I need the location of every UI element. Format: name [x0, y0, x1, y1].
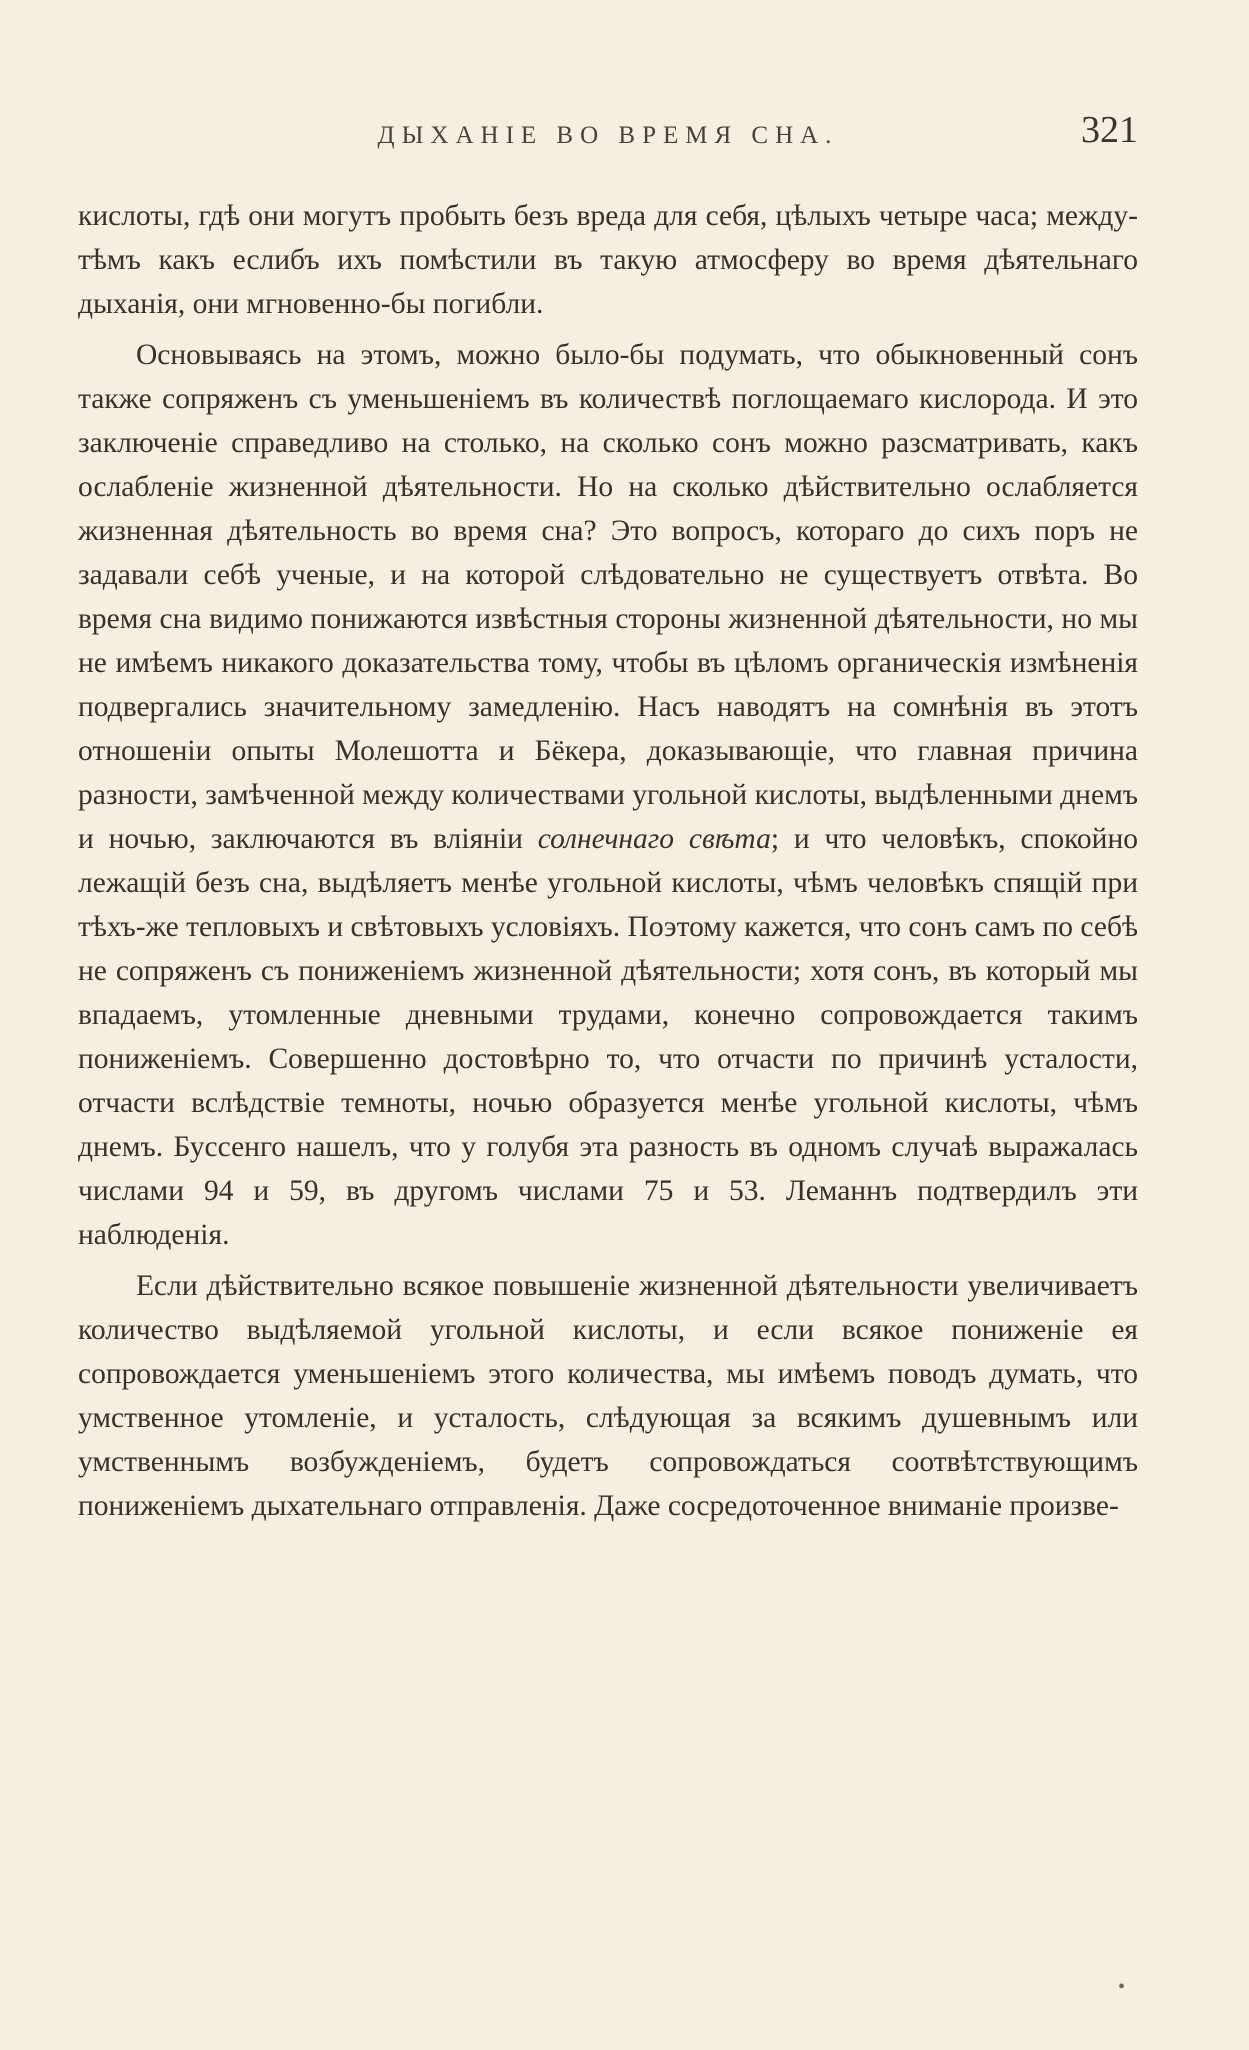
paragraph-1: кислоты, гдѣ они могутъ пробыть безъ вреда для себя, цѣлыхъ четыре часа; между-тѣмъ какъ еслибъ ихъ помѣстили въ такую атмосферу во время дѣятельнаго дыханія, они мгновенно-бы погибли.: [78, 200, 1138, 320]
chapter-title: ДЫХАНІЕ ВО ВРЕМЯ СНА.: [377, 122, 839, 149]
paragraph-2-text-before: Основываясь на этомъ, можно было-бы подумать, что обыкновенный сонъ также сопряженъ съ уменьшеніемъ въ количествѣ поглощаемаго кислорода. И это заключеніе справедливо на столько, на сколько сонъ можно разсматривать, какъ ослабленіе жизненной дѣятельности. Но на сколько дѣйствительно ослабляется жизненная дѣятельность во время сна? Это вопросъ, котораго до сихъ поръ не задавали себѣ ученые, и на которой слѣдовательно не существуетъ отвѣта. Во время сна видимо понижаются извѣстныя стороны жизненной дѣятельности, но мы не имѣемъ никакого доказательства тому, чтобы въ цѣломъ органическія измѣненія подвергались значительному замедленію. Насъ наводятъ на сомнѣнія въ этотъ отношеніи опыты Молешотта и Бёкера, доказывающіе, что главная причина разности, замѣченной между количествами угольной кислоты, выдѣленными днемъ и ночью, заключаются въ вліяніи: [78, 339, 1138, 855]
page-number: 321: [1081, 109, 1138, 151]
paragraph-3: Если дѣйствительно всякое повышеніе жизненной дѣятельности увеличиваетъ количество выдѣляемой угольной кислоты, и если всякое пониженіе ея сопровождается уменьшеніемъ этого количества, мы имѣемъ поводъ думать, что умственное утомленіе, и усталость, слѣдующая за всякимъ душевнымъ или умственнымъ возбужденіемъ, будетъ сопровождаться соотвѣтствующимъ пониженіемъ дыхательнаго отправленія. Даже сосредоточенное вниманіе произве-: [78, 1270, 1138, 1522]
printer-mark: •: [1118, 1976, 1126, 1998]
body-text: [78, 194, 1138, 1528]
italic-emphasis: солнечнаго свѣта: [537, 823, 771, 855]
book-page: [78, 104, 1138, 1535]
paragraph-2: [78, 333, 1138, 1257]
paragraph-2-text-after: ; и что человѣкъ, спокойно лежащій безъ сна, выдѣляетъ менѣе угольной кислоты, чѣмъ человѣкъ спящій при тѣхъ-же тепловыхъ и свѣтовыхъ условіяхъ. Поэтому кажется, что сонъ самъ по себѣ не сопряженъ съ пониженіемъ жизненной дѣятельности; хотя сонъ, въ который мы впадаемъ, утомленные дневными трудами, конечно сопровождается такимъ пониженіемъ. Совершенно достовѣрно то, что отчасти по причинѣ усталости, отчасти вслѣдствіе темноты, ночью образуется менѣе угольной кислоты, чѣмъ днемъ. Буссенго нашелъ, что у голубя эта разность въ одномъ случаѣ выражалась числами 94 и 59, въ другомъ числами 75 и 53. Леманнъ подтвердилъ эти наблюденія.: [78, 823, 1138, 1251]
running-head: [78, 104, 1138, 168]
